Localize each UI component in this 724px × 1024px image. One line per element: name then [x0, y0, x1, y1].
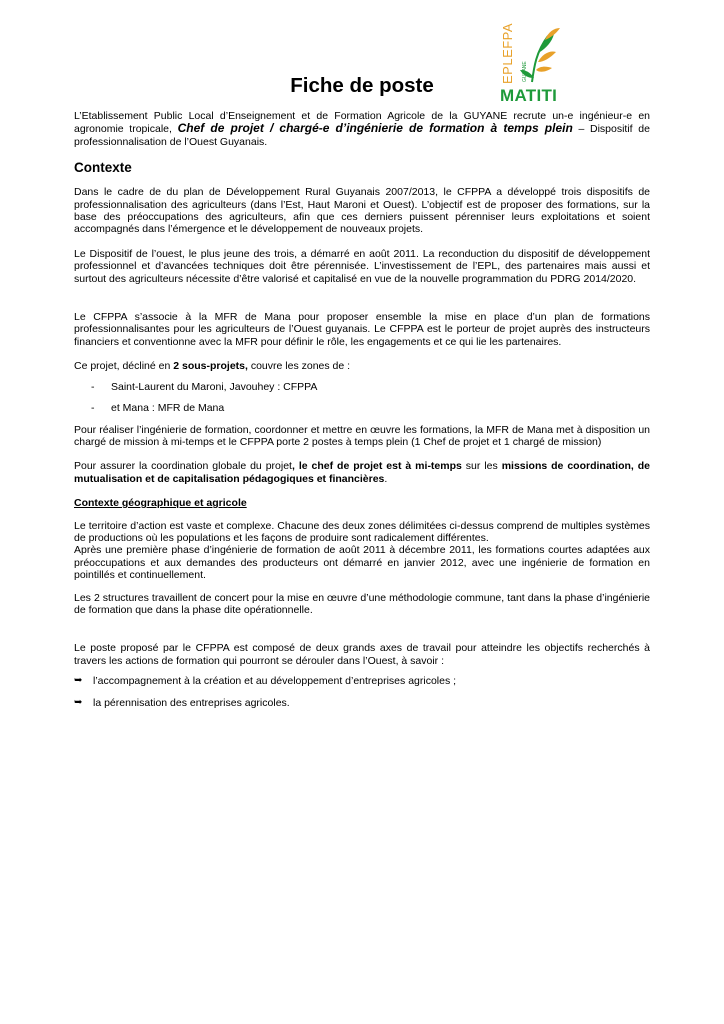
text: Pour assurer la coordination globale du projet — [74, 460, 292, 473]
logo-small-text: GUYANE — [522, 61, 528, 82]
paragraph-ingenierie: Pour réaliser l’ingénierie de formation, coordonner et mettre en œuvre les formations, la MFR de Mana met à disposition un chargé de mission à mi-temps et le CFPPA porte 2 postes à temps plein (1 Chef de projet et 1 chargé de mission) — [74, 423, 650, 448]
text: sur les — [461, 460, 502, 473]
text: . — [384, 472, 388, 485]
dash-marker: - — [91, 380, 95, 393]
paragraph-territoire: Le territoire d’action est vaste et complexe. Chacune des deux zones délimitées ci-dessus comprend de multiples systèmes de productions où les populations et les façons de produire sont radicalement différentes. — [74, 519, 650, 544]
paragraph-plan: Dans le cadre de du plan de Développement Rural Guyanais 2007/2013, le CFPPA a développé trois dispositifs de professionnalisation des agriculteurs (dans l’Est, Haut Maroni et Ouest). L’objectif est de proposer des formations, sur la base des préoccupations des agriculteurs, afin que ces derniers puissent pérenniser leurs exploitations et soient accompagnés dans l’émergence et le développement de nouveaux projets. — [74, 186, 650, 236]
paragraph-poste: Le poste proposé par le CFPPA est composé de deux grands axes de travail pour atteindre les objectifs recherchés à travers les actions de formation qui pourront se dérouler dans l’Ouest, à savoir : — [74, 642, 650, 667]
logo-main-text: MATITI — [500, 86, 558, 104]
paragraph-sous-projets — [74, 360, 650, 372]
dash-marker: - — [91, 402, 95, 415]
list-item — [74, 381, 650, 393]
arrow-icon: ➥ — [74, 696, 83, 708]
list-item — [74, 675, 650, 687]
intro-suffix: – Dispositif de professionnalisation de l’Ouest Guyanais. — [74, 123, 650, 148]
text: Ce projet, décliné en — [74, 360, 174, 373]
list-item-text: et Mana : MFR de Mana — [111, 402, 225, 415]
text: couvre les zones de : — [247, 360, 351, 373]
arrow-icon: ➥ — [74, 675, 83, 687]
bold-text: 2 sous-projets, — [173, 360, 248, 373]
job-title-highlight: Chef de projet / chargé-e d’ingénierie de formation à temps plein — [177, 121, 573, 136]
paragraph-dispositif-ouest: Le Dispositif de l’ouest, le plus jeune des trois, a démarré en août 2011. La reconduction du dispositif de développement professionnel et d’avancées techniques doit être pérennisée. L’investissement de l’EPL, des partenaires mais aussi et surtout des agriculteurs nécessite d’être valorisé et capitalisé en vue de la nouvelle programmation du PDRG 2014/2020. — [74, 247, 650, 285]
paragraph-coordination — [74, 460, 650, 485]
list-item-text: la pérennisation des entreprises agricoles. — [93, 696, 290, 709]
page-title: Fiche de poste — [290, 74, 434, 97]
document-body — [74, 110, 650, 718]
intro-paragraph — [74, 110, 650, 148]
list-item-text: l’accompagnement à la création et au développement d’entreprises agricoles ; — [93, 675, 457, 688]
subheading-contexte-geographique: Contexte géographique et agricole — [74, 497, 247, 510]
zones-list — [74, 381, 650, 415]
bold-text: , le chef de projet est à mi-temps — [291, 460, 462, 473]
list-item — [74, 402, 650, 414]
list-item — [74, 697, 650, 709]
axes-list — [74, 675, 650, 709]
logo-vertical-text: EPLEFPA — [500, 22, 515, 84]
section-heading-contexte: Contexte — [74, 160, 132, 176]
bold-text: missions de coordination, de mutualisation et de capitalisation pédagogiques et financières — [74, 460, 651, 485]
paragraph-structures: Les 2 structures travaillent de concert pour la mise en œuvre d’une méthodologie commune, tant dans la phase d’ingénierie de formation que dans la phase dite opérationnelle. — [74, 591, 650, 616]
paragraph-cfppa-mfr: Le CFPPA s’associe à la MFR de Mana pour proposer ensemble la mise en place d’un plan de formations professionnalisantes pour les agriculteurs de l’Ouest guyanais. Le CFPPA est le porteur de projet auprès des instructeurs financiers et conventionne avec la MFR pour définir le rôle, les engagements et ce qui lie les partenaires. — [74, 311, 650, 348]
paragraph-premiere-phase: Après une première phase d’ingénierie de formation de août 2011 à décembre 2011, les formations courtes adaptées aux préoccupations et aux demandes des producteurs ont démarré en janvier 2012, avec une ingénierie de formation en pointillés et continuellement. — [74, 544, 650, 582]
intro-text: L’Etablissement Public Local d’Enseignement et de Formation Agricole de la GUYANE recrute un-e ingénieur-e en agronomie tropicale, — [74, 110, 650, 136]
list-item-text: Saint-Laurent du Maroni, Javouhey : CFPPA — [111, 380, 318, 393]
